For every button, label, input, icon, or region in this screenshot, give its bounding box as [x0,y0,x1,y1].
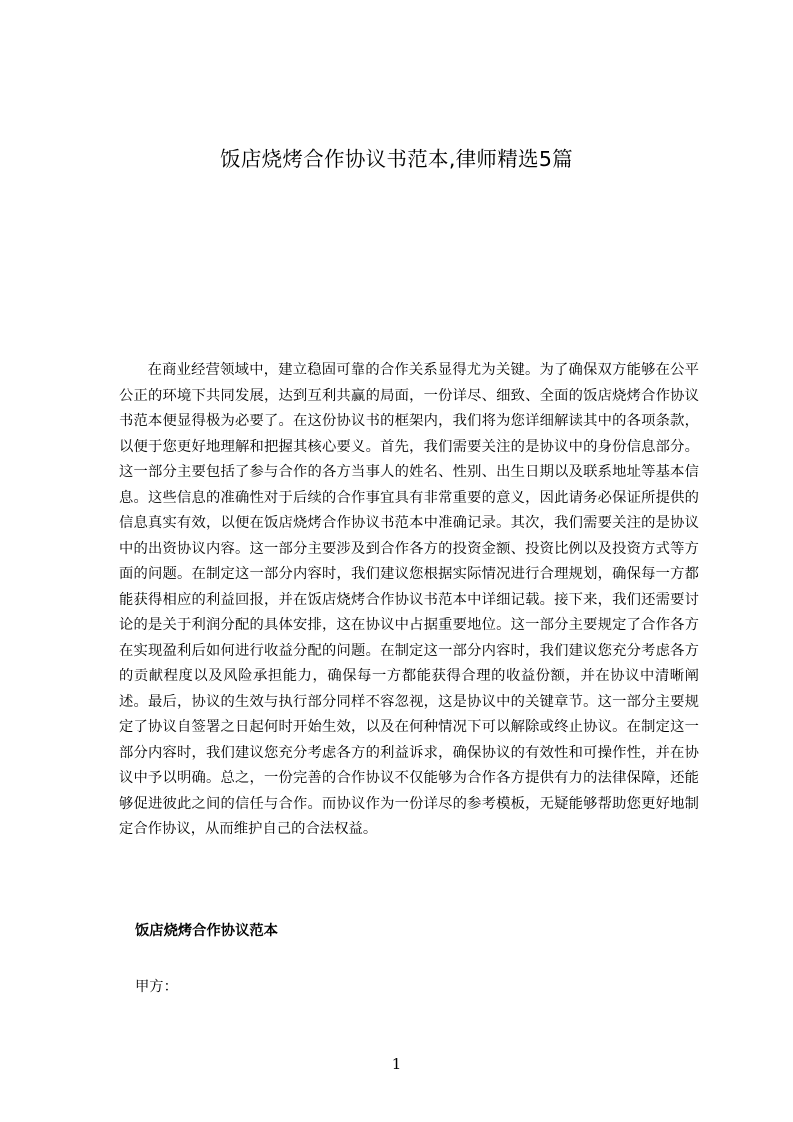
intro-paragraph: 在商业经营领域中，建立稳固可靠的合作关系显得尤为关键。为了确保双方能够在公平公正的环境下共同发展，达到互利共赢的局面，一份详尽、细致、全面的饭店烧烤合作协议书范本便显得极为必要了。在这份协议书的框架内，我们将为您详细解读其中的各项条款，以便于您更好地理解和把握其核心要义。首先，我们需要关注的是协议中的身份信息部分。这一部分主要包括了参与合作的各方当事人的姓名、性别、出生日期以及联系地址等基本信息。这些信息的准确性对于后续的合作事宜具有非常重要的意义，因此请务必保证所提供的信息真实有效，以便在饭店烧烤合作协议书范本中准确记录。其次，我们需要关注的是协议中的出资协议内容。这一部分主要涉及到合作各方的投资金额、投资比例以及投资方式等方面的问题。在制定这一部分内容时，我们建议您根据实际情况进行合理规划，确保每一方都能获得相应的利益回报，并在饭店烧烤合作协议书范本中详细记载。接下来，我们还需要讨论的是关于利润分配的具体安排，这在协议中占据重要地位。这一部分主要规定了合作各方在实现盈利后如何进行收益分配的问题。在制定这一部分内容时，我们建议您充分考虑各方的贡献程度以及风险承担能力，确保每一方都能获得合理的收益份额，并在协议中清晰阐述。最后，协议的生效与执行部分同样不容忽视，这是协议中的关键章节。这一部分主要规定了协议自签署之日起何时开始生效，以及在何种情况下可以解除或终止协议。在制定这一部分内容时，我们建议您充分考虑各方的利益诉求，确保协议的有效性和可操作性，并在协议中予以明确。总之，一份完善的合作协议不仅能够为合作各方提供有力的法律保障，还能够促进彼此之间的信任与合作。而协议作为一份详尽的参考模板，无疑能够帮助您更好地制定合作协议，从而维护自己的合法权益。 [119,362,699,837]
page-number: 1 [391,1055,402,1073]
section-heading: 饭店烧烤合作协议范本 [135,923,278,939]
document-title: 饭店烧烤合作协议书范本,律师精选5篇 [220,147,573,171]
party-a-label: 甲方： [135,979,178,995]
